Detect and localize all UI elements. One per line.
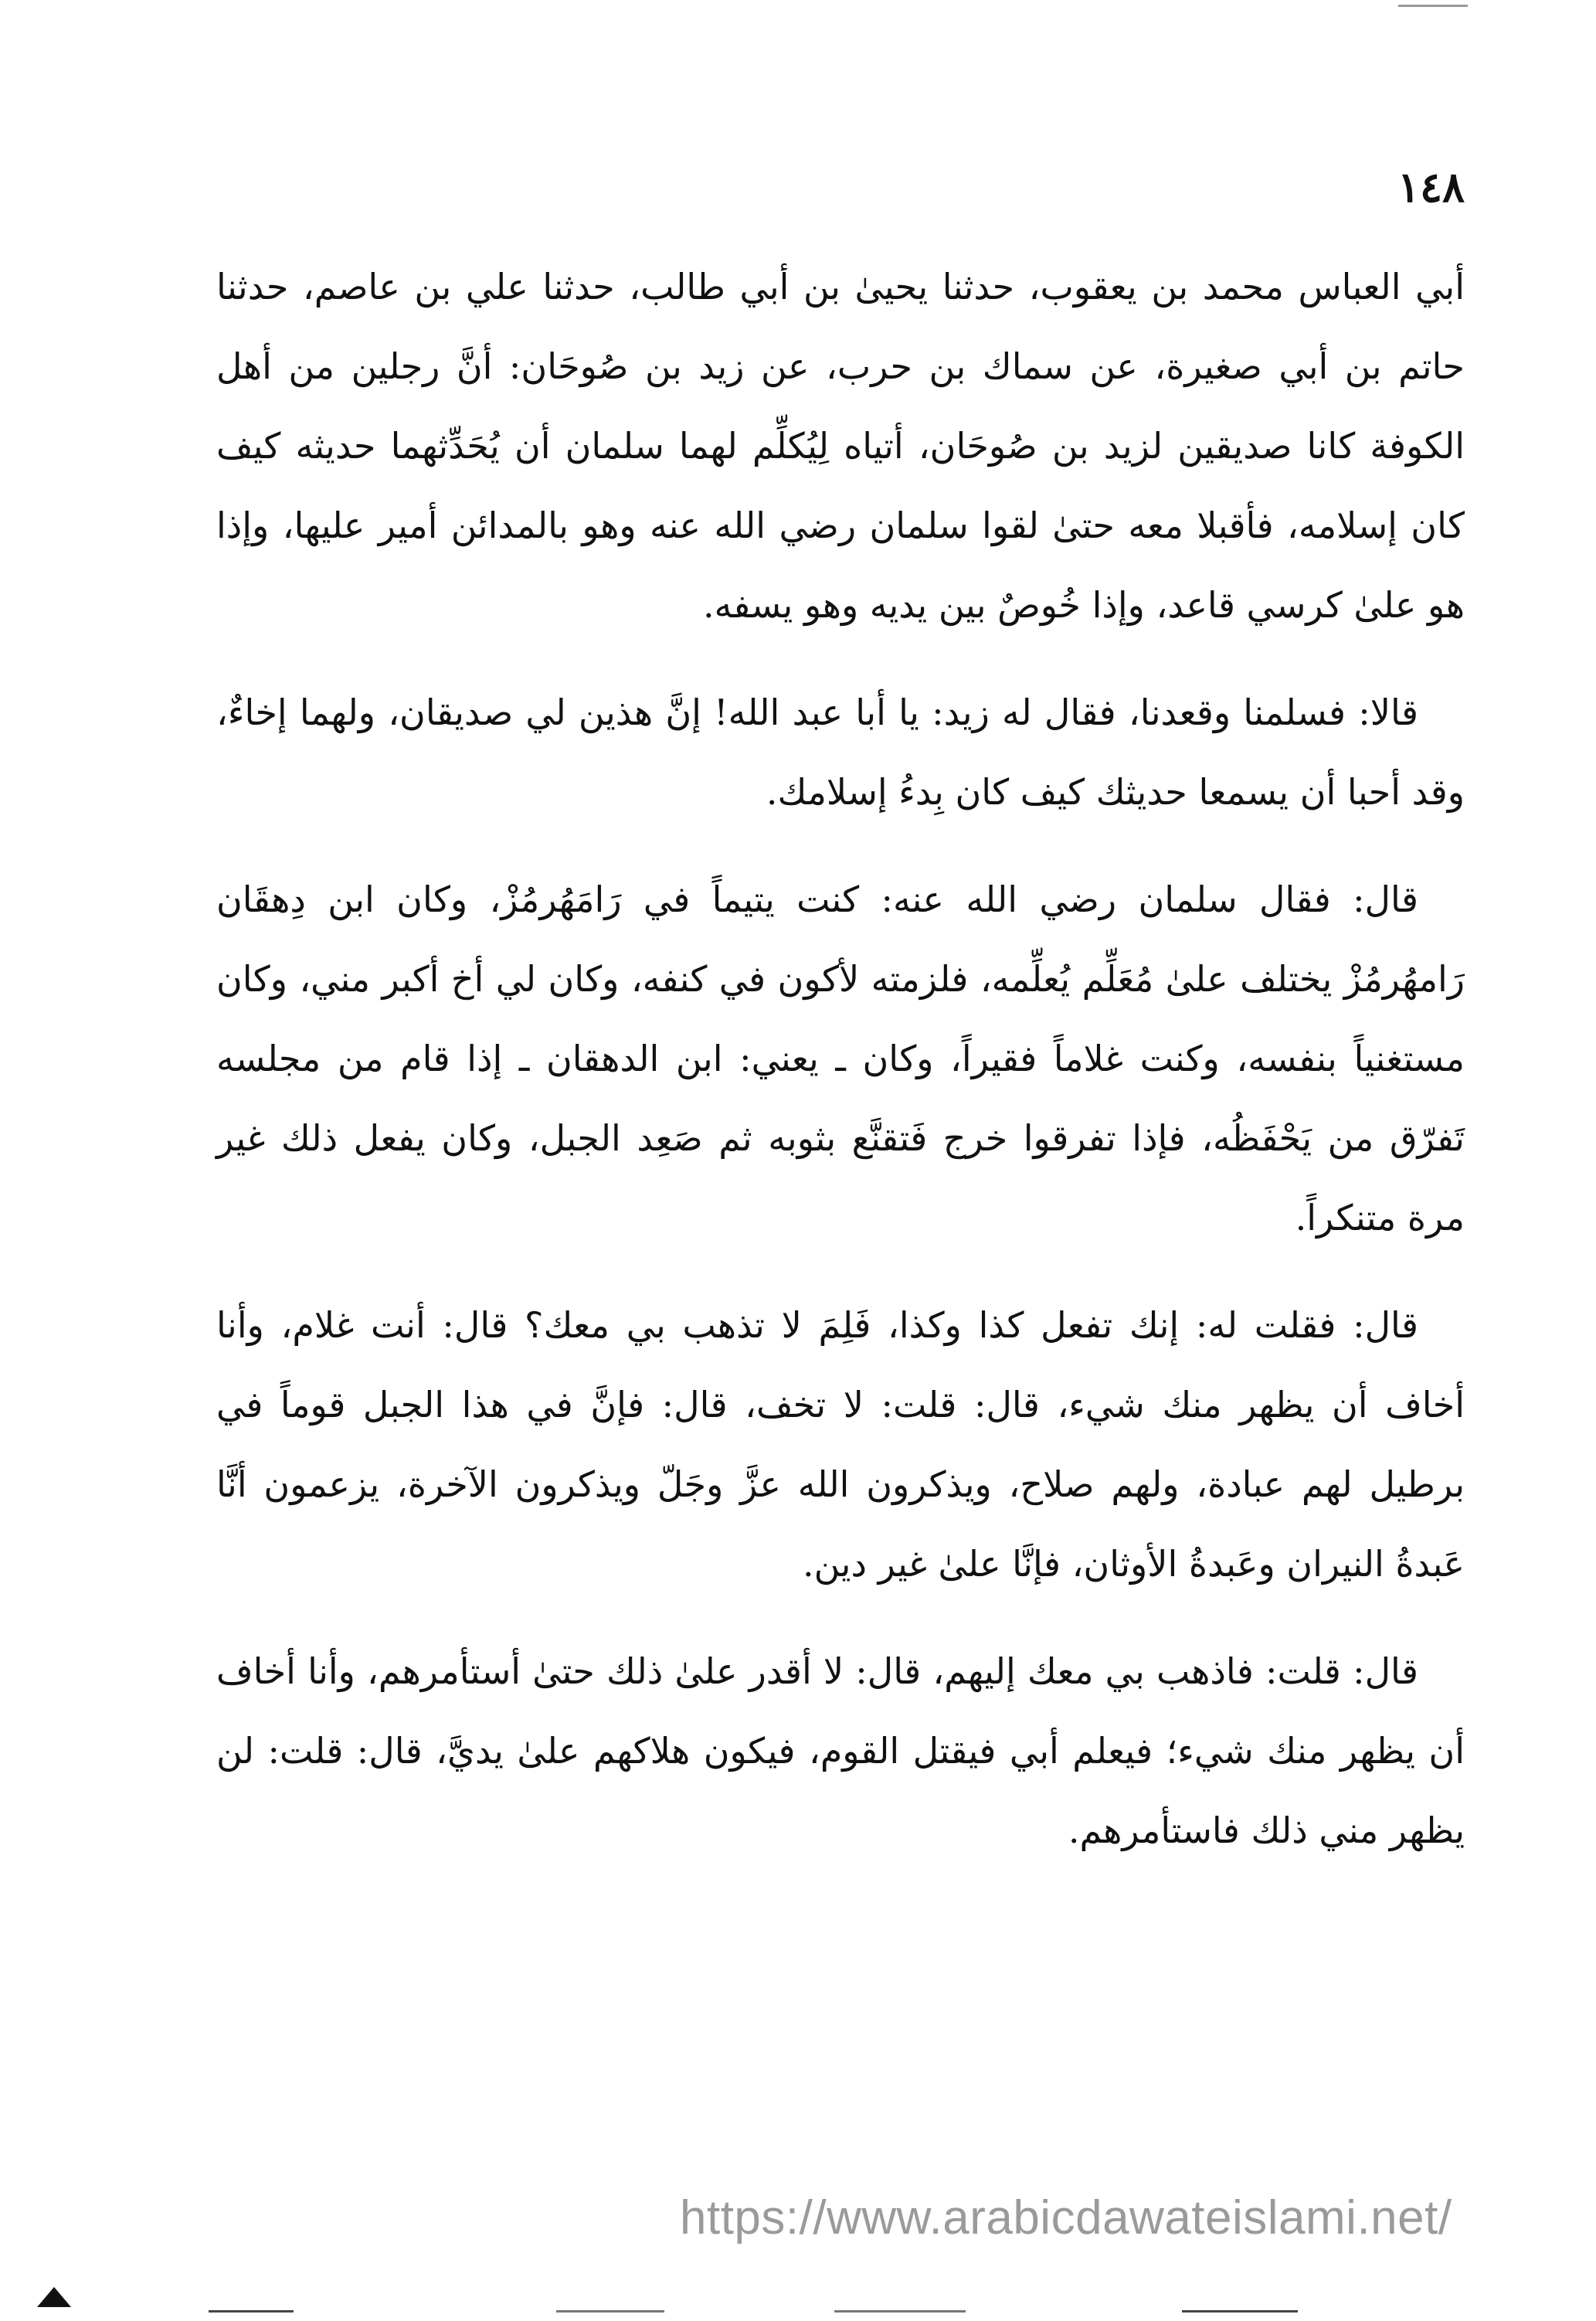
watermark-url: https://www.arabicdawateislami.net/ [680,2191,1452,2245]
paragraph-1: أبي العباس محمد بن يعقوب، حدثنا يحيىٰ بن أبي طالب، حدثنا علي بن عاصم، حدثنا حاتم بن أبي صغيرة، عن سماك بن حرب، عن زيد بن صُوحَان: أنَّ رجلين من أهل الكوفة كانا صديقين لزيد بن صُوحَان، أتياه لِيُكلِّم لهما سلمان أن يُحَدِّثهما حديثه كيف كان إسلامه، فأقبلا معه حتىٰ لقوا سلمان رضي الله عنه وهو بالمدائن أمير عليها، وإذا هو علىٰ كرسي قاعد، وإذا خُوصٌ بين يديه وهو يسفه. [216,266,1465,626]
scan-artifact-line [1398,5,1468,7]
body-text [216,247,1465,1898]
scan-artifact-line [1182,2310,1298,2313]
scan-artifact-line [209,2310,294,2313]
page-number: ١٤٨ [1397,162,1465,212]
paragraph-5: قال: قلت: فاذهب بي معك إليهم، قال: لا أقدر علىٰ ذلك حتىٰ أستأمرهم، وأنا أخاف أن يظهر منك شيء؛ فيعلم أبي فيقتل القوم، فيكون هلاكهم علىٰ يديَّ، قال: قلت: لن يظهر مني ذلك فاستأمرهم. [216,1650,1465,1851]
paragraph-3: قال: فقال سلمان رضي الله عنه: كنت يتيماً في رَامَهُرمُزْ، وكان ابن دِهقَان رَامهُرمُزْ يختلف علىٰ مُعَلِّم يُعلِّمه، فلزمته لأكون في كنفه، وكان لي أخ أكبر مني، وكان مستغنياً بنفسه، وكنت غلاماً فقيراً، وكان ـ يعني: ابن الدهقان ـ إذا قام من مجلسه تَفرّق من يَحْفَظُه، فإذا تفرقوا خرج فَتقنَّع بثوبه ثم صَعِد الجبل، وكان يفعل ذلك غير مرة متنكراً. [216,878,1465,1239]
scan-artifact-line [556,2310,664,2313]
paragraph-4: قال: فقلت له: إنك تفعل كذا وكذا، فَلِمَ لا تذهب بي معك؟ قال: أنت غلام، وأنا أخاف أن يظهر منك شيء، قال: قلت: لا تخف، قال: فإنَّ في هذا الجبل قوماً في برطيل لهم عبادة، ولهم صلاح، ويذكرون الله عزَّ وجَلّ ويذكرون الآخرة، يزعمون أنَّا عَبدةُ النيران وعَبدةُ الأوثان، فإنَّا علىٰ غير دين. [216,1304,1465,1585]
scan-artifact-line [834,2310,966,2313]
triangle-icon [37,2287,71,2307]
paragraph-2: قالا: فسلمنا وقعدنا، فقال له زيد: يا أبا عبد الله! إنَّ هذين لي صديقان، ولهما إخاءٌ، وقد أحبا أن يسمعا حديثك كيف كان بِدءُ إسلامك. [216,692,1465,813]
